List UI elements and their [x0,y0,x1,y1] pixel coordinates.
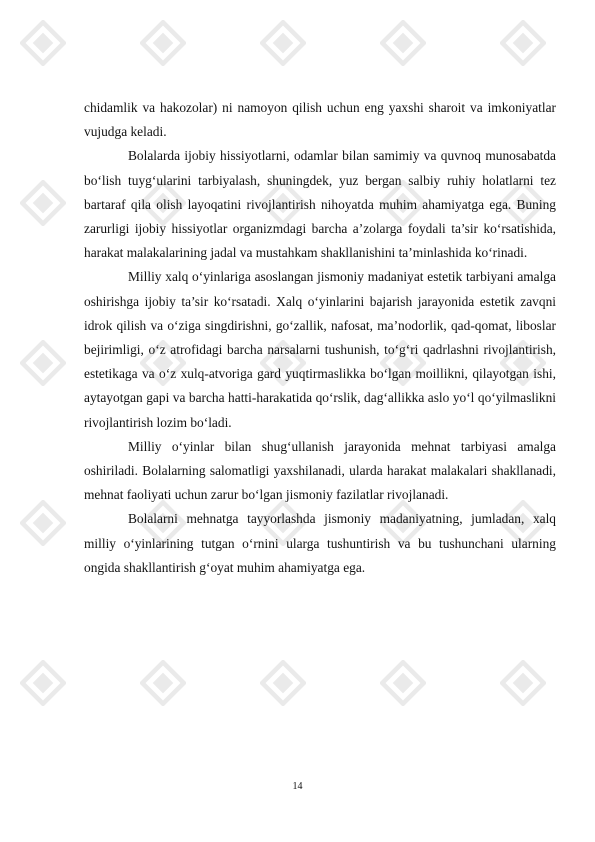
page-body-text [84,96,556,580]
diamond-logo-watermark-icon [20,500,66,546]
diamond-logo-watermark-icon [380,20,426,66]
paragraph: Milliy xalq o‘yinlariga asoslangan jismoniy madaniyat estetik tarbiyani amalga oshirishga ijobiy ta’sir ko‘rsatadi. Xalq o‘yinlarini bajarish jarayonida estetik zavqni idrok qilish va o‘ziga singdirishni, go‘zallik, nafosat, ma’nodorlik, qad-qomat, liboslar bejirimligi, o‘z atrofidagi barcha narsalarni tushunish, to‘g‘ri qadrlashni rivojlantirish, estetikaga va o‘z xulq-atvoriga gard yuqtirmaslikka bo‘lgan moillikni, qilayotgan ishi, aytayotgan gapi va barcha hatti-harakatida qo‘rslik, dag‘allikka aslo yo‘l qo‘yilmaslikni rivojlantirish lozim bo‘ladi. [84,269,556,430]
page-number: 14 [292,781,303,792]
diamond-logo-watermark-icon [20,180,66,226]
diamond-logo-watermark-icon [260,20,306,66]
diamond-logo-watermark-icon [380,660,426,706]
diamond-logo-watermark-icon [20,660,66,706]
paragraph: Bolalarni mehnatga tayyorlashda jismoniy madaniyatning, jumladan, xalq milliy o‘yinlarining tutgan o‘rnini ularga tushuntirish va bu tushunchani ularning ongida shakllantirish g‘oyat muhim ahamiyatga ega. [84,511,556,575]
diamond-logo-watermark-icon [500,20,546,66]
diamond-logo-watermark-icon [500,660,546,706]
paragraph: chidamlik va hakozolar) ni namoyon qilish uchun eng yaxshi sharoit va imkoniyatlar vujudga keladi. [84,100,556,140]
diamond-logo-watermark-icon [20,340,66,386]
diamond-logo-watermark-icon [260,660,306,706]
paragraph: Milliy o‘yinlar bilan shug‘ullanish jarayonida mehnat tarbiyasi amalga oshiriladi. Bolalarning salomatligi yaxshilanadi, ularda harakat malakalari shakllanadi, mehnat faoliyati uchun zarur bo‘lgan jismoniy fazilatlar rivojlanadi. [84,438,556,503]
diamond-logo-watermark-icon [140,660,186,706]
diamond-logo-watermark-icon [20,20,66,66]
paragraph: Bolalarda ijobiy hissiyotlarni, odamlar bilan samimiy va quvnoq munosabatda bo‘lish tuyg‘ularini tarbiyalash, shuningdek, yuz bergan salbiy ruhiy holatlarni tez bartaraf qila olish layoqatini rivojlantirish nihoyatda muhim ahamiyatga ega. Buning zarurligi ijobiy hissiyotlar organizmdagi barcha a’zolarga foydali ta’sir ko‘rsatishida, harakat malakalarining jadal va mustahkam shakllanishini ta’minlashida ko‘rinadi. [84,148,556,261]
diamond-logo-watermark-icon [140,20,186,66]
